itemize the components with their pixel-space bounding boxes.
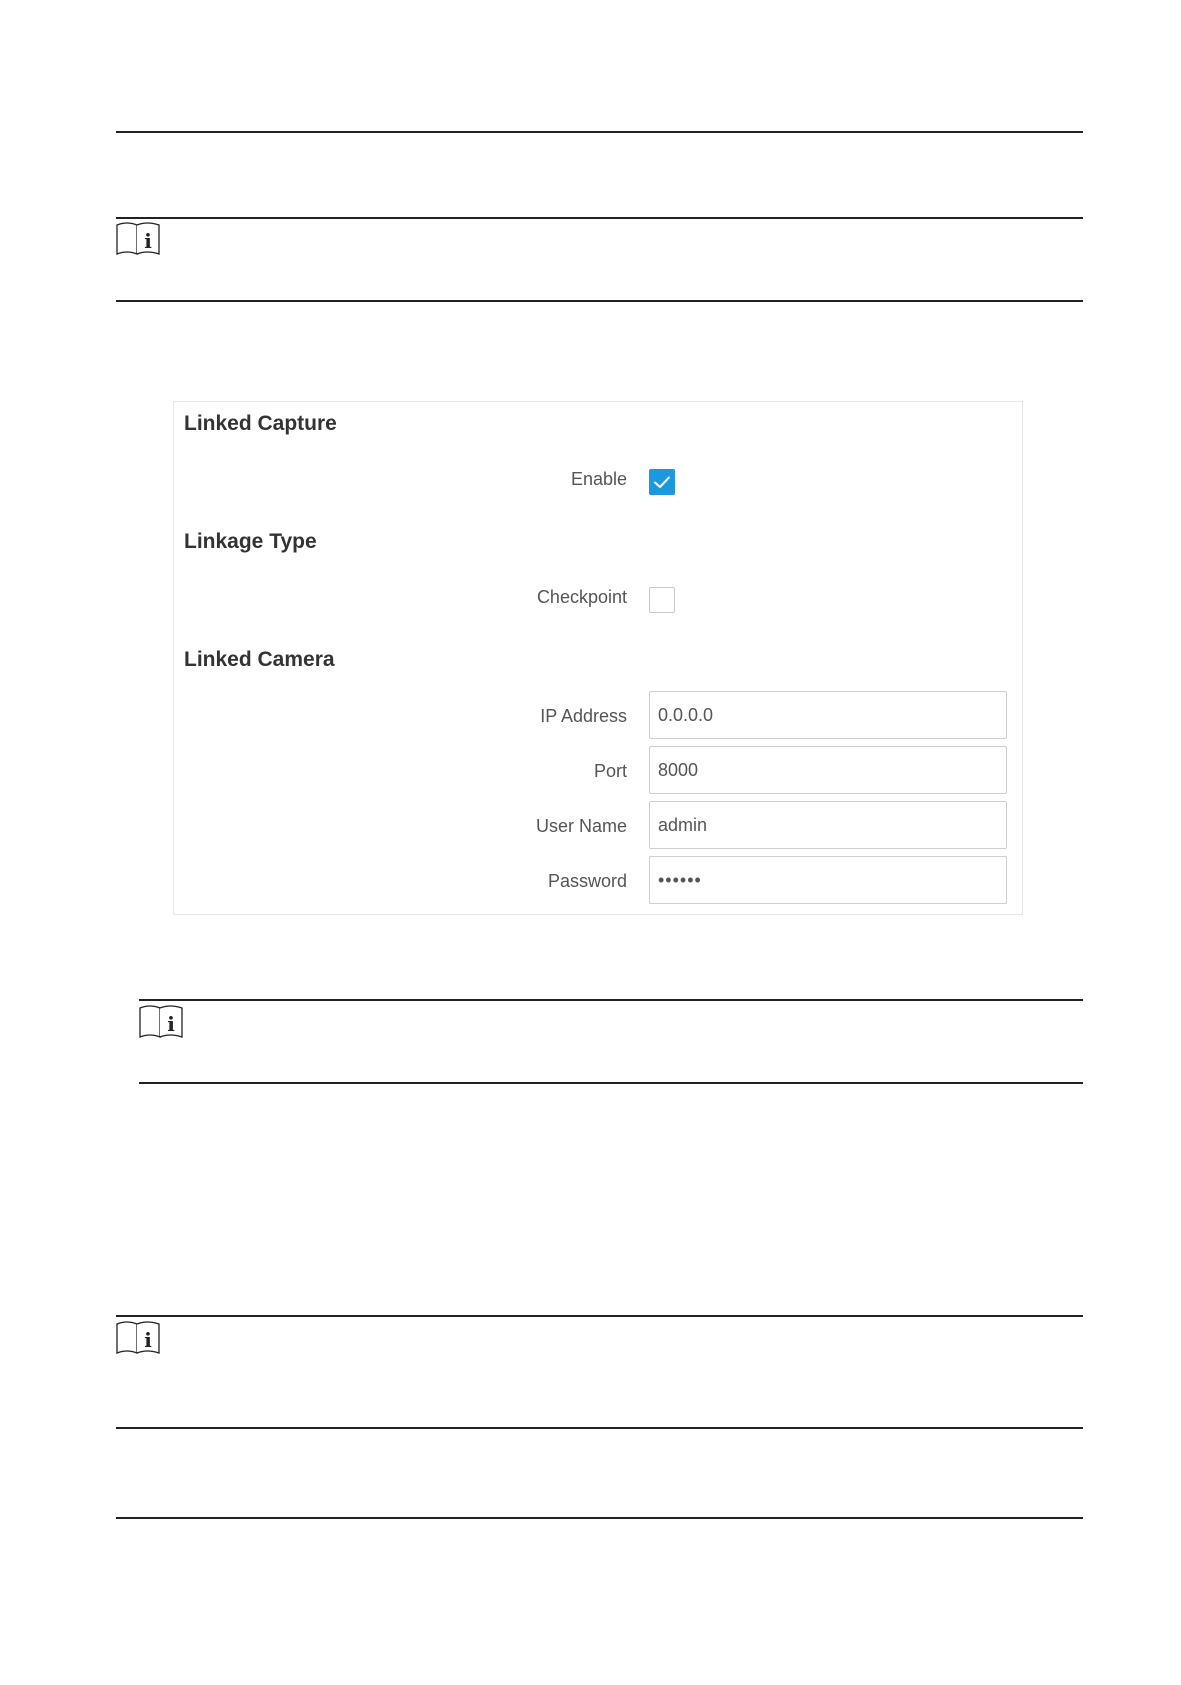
linkage-type-title: Linkage Type: [184, 530, 317, 553]
note-bottom-rule: [139, 1082, 1083, 1084]
port-input[interactable]: [649, 746, 1007, 794]
top-divider: [116, 131, 1083, 133]
checkmark-icon: [650, 470, 674, 494]
enable-checkbox[interactable]: [649, 469, 675, 495]
user-name-label: User Name: [535, 816, 627, 836]
ip-address-label: IP Address: [540, 706, 627, 726]
svg-text:i: i: [167, 1012, 175, 1036]
linked-camera-title: Linked Camera: [184, 648, 335, 671]
password-label: Password: [547, 871, 627, 891]
svg-text:i: i: [144, 1328, 152, 1352]
checkpoint-checkbox[interactable]: [649, 587, 675, 613]
checkpoint-label: Checkpoint: [536, 587, 627, 607]
note-info-icon: [138, 1005, 184, 1039]
note-info-icon: [115, 1321, 161, 1355]
user-name-input[interactable]: [649, 801, 1007, 849]
note-top-rule: [116, 1315, 1083, 1317]
enable-label: Enable: [570, 469, 627, 489]
linked-capture-title: Linked Capture: [184, 412, 337, 435]
note-info-icon: [115, 222, 161, 256]
note-top-rule: [116, 217, 1083, 219]
port-label: Port: [593, 761, 627, 781]
note-bottom-rule: [116, 1427, 1083, 1429]
password-input[interactable]: [649, 856, 1007, 904]
note-bottom-rule: [116, 300, 1083, 302]
svg-text:i: i: [144, 229, 152, 253]
ip-address-input[interactable]: [649, 691, 1007, 739]
note-top-rule: [139, 999, 1083, 1001]
bottom-divider: [116, 1517, 1083, 1519]
linked-capture-panel: [173, 401, 1023, 915]
